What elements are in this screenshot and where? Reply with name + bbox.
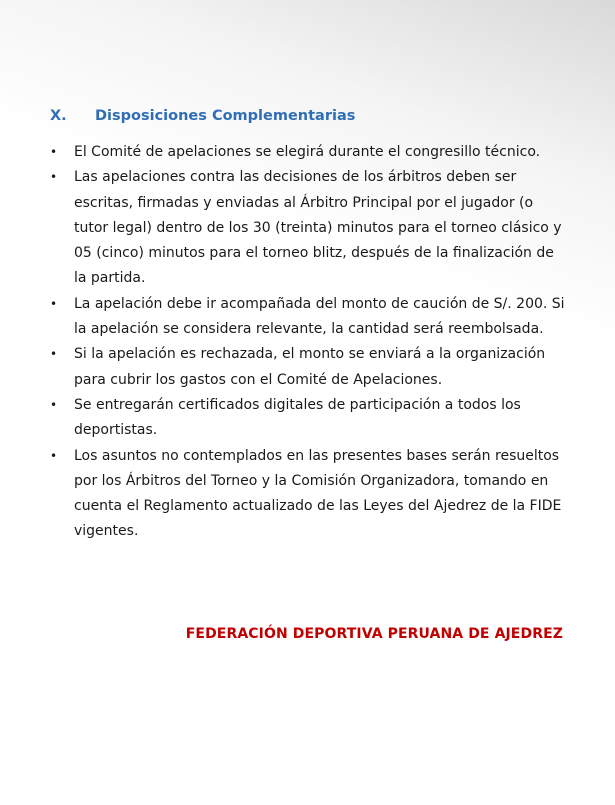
list-item-text: La apelación debe ir acompañada del monto de caución de S/. 200. Si la apelación se considera relevante, la cantidad será reembolsada. <box>74 295 565 338</box>
list-item-text: Si la apelación es rechazada, el monto se enviará a la organización para cubrir los gastos con el Comité de Apelaciones. <box>74 346 546 388</box>
list-item <box>48 165 568 291</box>
bullet-icon: • <box>50 145 58 159</box>
list-item-text: Las apelaciones contra las decisiones de los árbitros deben ser escritas, firmadas y enviadas al Árbitro Principal por el jugador (o tutor legal) dentro de los 30 (treinta) minutos para el torneo clásico y 05 (cinco) minutos para el torneo blitz, después de la finalización de la partida. <box>74 169 562 287</box>
bullet-icon: • <box>50 170 58 185</box>
list-item-text: Los asuntos no contemplados en las presentes bases serán resueltos por los Árbitros del Torneo y la Comisión Organizadora, tomando en cuenta el Reglamento actualizado de las Leyes del Ajedrez de la FIDE vigentes. <box>74 447 562 540</box>
bullet-icon: • <box>50 296 58 311</box>
list-item <box>48 342 568 393</box>
list-item-text: Se entregarán certificados digitales de participación a todos los deportistas. <box>74 396 521 439</box>
list-item <box>48 444 568 545</box>
section-heading <box>50 108 355 124</box>
bullet-icon: • <box>50 397 58 412</box>
section-number: X. <box>50 108 67 124</box>
list-item <box>48 140 568 165</box>
list-item-text: El Comité de apelaciones se elegirá durante el congresillo técnico. <box>74 144 541 160</box>
list-item <box>48 393 568 444</box>
organization-signature: FEDERACIÓN DEPORTIVA PERUANA DE AJEDREZ <box>185 626 563 642</box>
section-title: Disposiciones Complementarias <box>95 108 356 124</box>
bullet-icon: • <box>50 347 58 362</box>
provisions-list <box>48 140 568 545</box>
bullet-icon: • <box>50 448 58 463</box>
list-item <box>48 292 568 343</box>
